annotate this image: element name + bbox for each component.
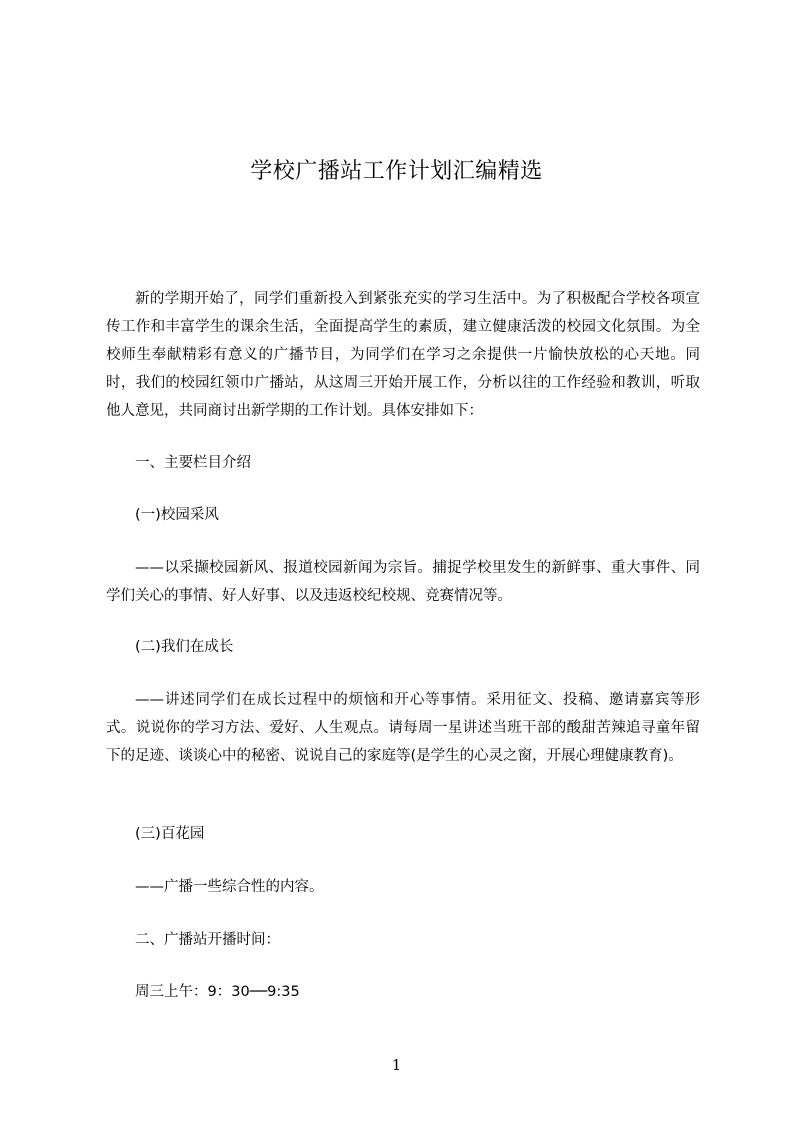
subsection-heading-garden: (三)百花园: [135, 826, 205, 842]
growing-up-description: ——讲述同学们在成长过程中的烦恼和开心等事情。采用征文、投稿、邀请嘉宾等形式。说说你的学习方法、爱好、人生观点。请每周一星讲述当班干部的酸甜苦辣追寻童年留下的足迹、谈谈心中的秘密、说说自己的家庭等(是学生的心灵之窗，开展心理健康教育)。: [106, 692, 700, 764]
intro-paragraph: 新的学期开始了，同学们重新投入到紧张充实的学习生活中。为了积极配合学校各项宣传工作和丰富学生的课余生活，全面提高学生的素质，建立健康活泼的校园文化氛围。为全校师生奉献精彩有意义的广播节目，为同学们在学习之余提供一片愉快放松的心天地。同时，我们的校园红领巾广播站，从这周三开始开展工作，分析以往的工作经验和教训，听取他人意见，共同商讨出新学期的工作计划。具体安排如下：: [106, 291, 700, 419]
subsection-heading-growing-up: (二)我们在成长: [135, 639, 234, 655]
broadcast-time-text: 周三上午：9：30──9:35: [135, 984, 300, 1000]
document-title: 学校广播站工作计划汇编精选: [250, 158, 543, 184]
subsection-heading-campus-news: (一)校园采风: [135, 507, 219, 523]
section-heading-main-columns: 一、主要栏目介绍: [135, 455, 251, 471]
section-heading-broadcast-time: 二、广播站开播时间：: [135, 932, 280, 948]
campus-news-description: ——以采撷校园新风、报道校园新闻为宗旨。捕捉学校里发生的新鲜事、重大事件、同学们关心的事情、好人好事、以及违返校纪校规、竞赛情况等。: [106, 560, 700, 604]
garden-description: ——广播一些综合性的内容。: [135, 879, 324, 895]
page-number: 1: [391, 1056, 402, 1074]
